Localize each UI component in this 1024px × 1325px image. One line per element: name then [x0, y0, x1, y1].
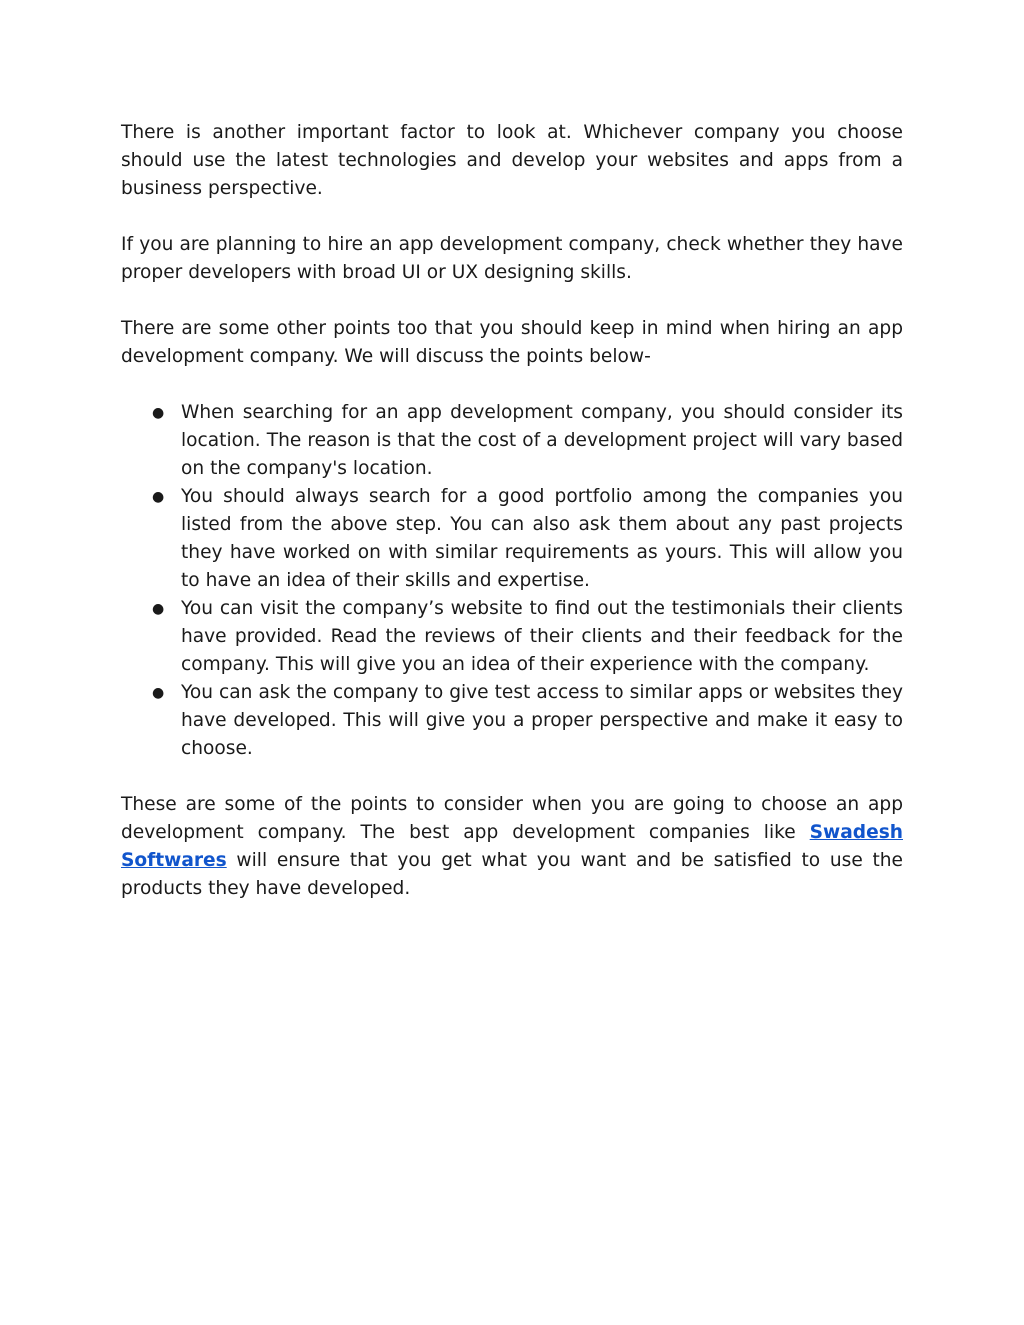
list-item-text: You can ask the company to give test access to similar apps or websites they have developed. This will give you a proper perspective and make it easy to choose. — [181, 682, 903, 759]
closing-text-before-link: These are some of the points to consider when you are going to choose an app development company. The best app development companies like — [121, 794, 903, 843]
bullet-icon: ● — [152, 601, 165, 617]
swadesh-softwares-link[interactable]: Swadesh Softwares — [121, 822, 903, 871]
bullet-icon: ● — [152, 685, 165, 701]
paragraph-hire-developers: If you are planning to hire an app development company, check whether they have proper developers with broad UI or UX designing skills. — [121, 234, 903, 283]
paragraph-closing — [121, 791, 903, 903]
list-item-text: You should always search for a good portfolio among the companies you listed from the above step. You can also ask them about any past projects they have worked on with similar requirements as yours. This will allow you to have an idea of their skills and expertise. — [181, 486, 903, 591]
closing-text-after-link: will ensure that you get what you want and be satisfied to use the products they have developed. — [121, 850, 903, 899]
bullet-icon: ● — [152, 489, 165, 505]
bullet-icon: ● — [152, 405, 165, 421]
points-list — [121, 399, 903, 763]
document-page — [121, 119, 903, 931]
list-item-testimonials — [121, 595, 903, 679]
list-item-text: When searching for an app development company, you should consider its location. The reason is that the cost of a development project will vary based on the company's location. — [181, 402, 903, 479]
paragraph-other-points: There are some other points too that you should keep in mind when hiring an app development company. We will discuss the points below- — [121, 318, 903, 367]
list-item-text: You can visit the company’s website to find out the testimonials their clients have provided. Read the reviews of their clients and their feedback for the company. This will give you an idea of their experience with the company. — [181, 598, 903, 675]
paragraph-technology-factor: There is another important factor to look at. Whichever company you choose should use the latest technologies and develop your websites and apps from a business perspective. — [121, 122, 903, 199]
list-item-portfolio — [121, 483, 903, 595]
list-item-test-access — [121, 679, 903, 763]
list-item-location — [121, 399, 903, 483]
